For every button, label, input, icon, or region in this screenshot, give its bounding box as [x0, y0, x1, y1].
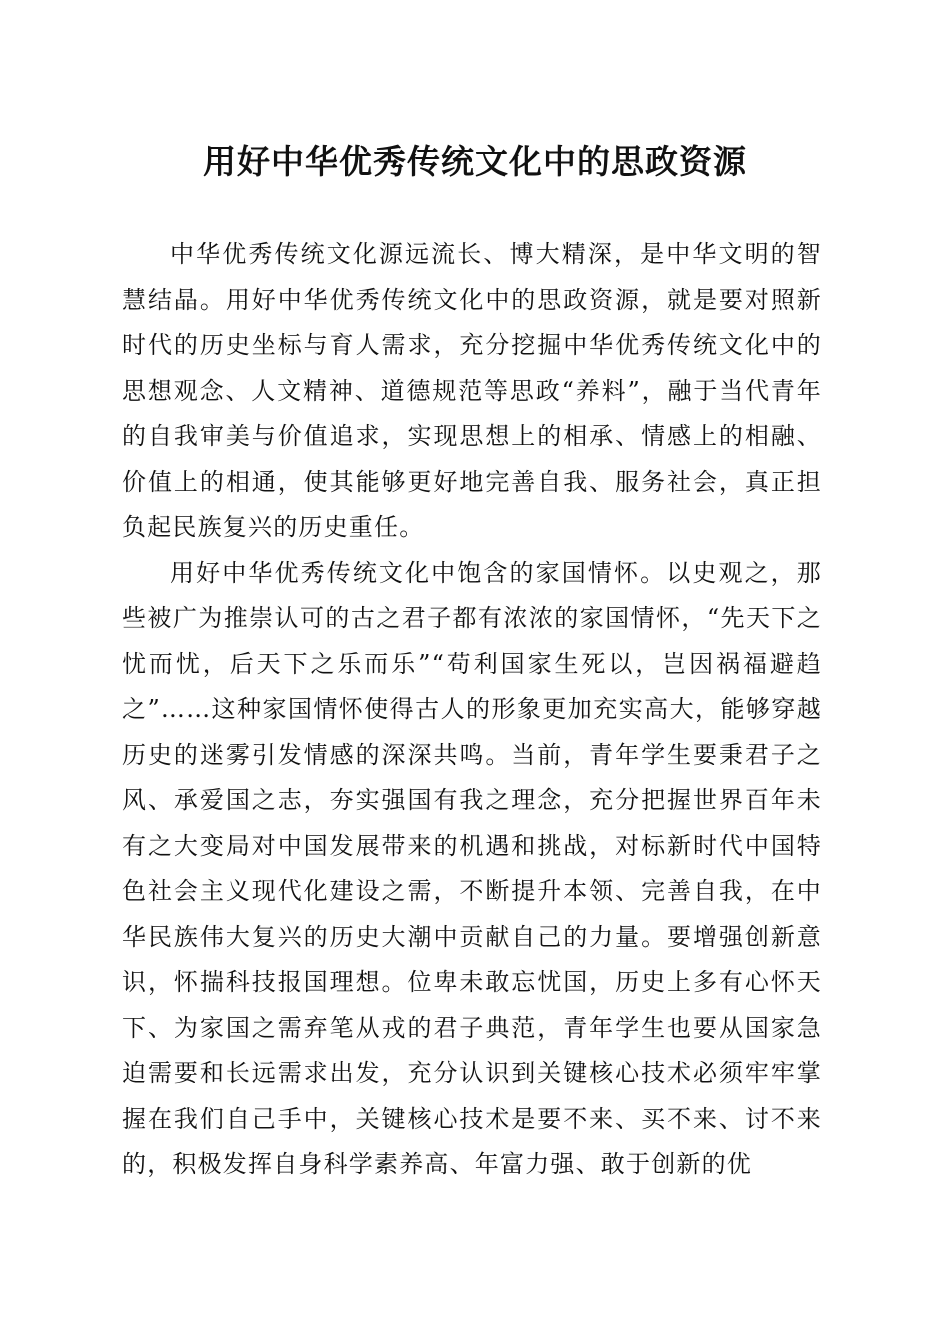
paragraph-patriotism: 用好中华优秀传统文化中饱含的家国情怀。以史观之，那些被广为推崇认可的古之君子都有浓浓的家国情怀，“先天下之忧而忧，后天下之乐而乐”“苟利国家生死以，岂因祸福避趋之”……这种家国情怀使得古人的形象更加充实高大，能够穿越历史的迷雾引发情感的深深共鸣。当前，青年学生要秉君子之风、承爱国之志，夯实强国有我之理念，充分把握世界百年未有之大变局对中国发展带来的机遇和挑战，对标新时代中国特色社会主义现代化建设之需，不断提升本领、完善自我，在中华民族伟大复兴的历史大潮中贡献自己的力量。要增强创新意识，怀揣科技报国理想。位卑未敢忘忧国，历史上多有心怀天下、为家国之需弃笔从戎的君子典范，青年学生也要从国家急迫需要和长远需求出发，充分认识到关键核心技术必须牢牢掌握在我们自己手中，关键核心技术是要不来、买不来、讨不来的，积极发挥自身科学素养高、年富力强、敢于创新的优 [122, 558, 822, 1178]
paragraph-intro: 中华优秀传统文化源远流长、博大精深，是中华文明的智慧结晶。用好中华优秀传统文化中的思政资源，就是要对照新时代的历史坐标与育人需求，充分挖掘中华优秀传统文化中的思想观念、人文精神、道德规范等思政“养料”，融于当代青年的自我审美与价值追求，实现思想上的相承、情感上的相融、价值上的相通，使其能够更好地完善自我、服务社会，真正担负起民族复兴的历史重任。 [122, 240, 822, 541]
document-body [122, 232, 822, 1188]
document-title: 用好中华优秀传统文化中的思政资源 [203, 142, 747, 181]
